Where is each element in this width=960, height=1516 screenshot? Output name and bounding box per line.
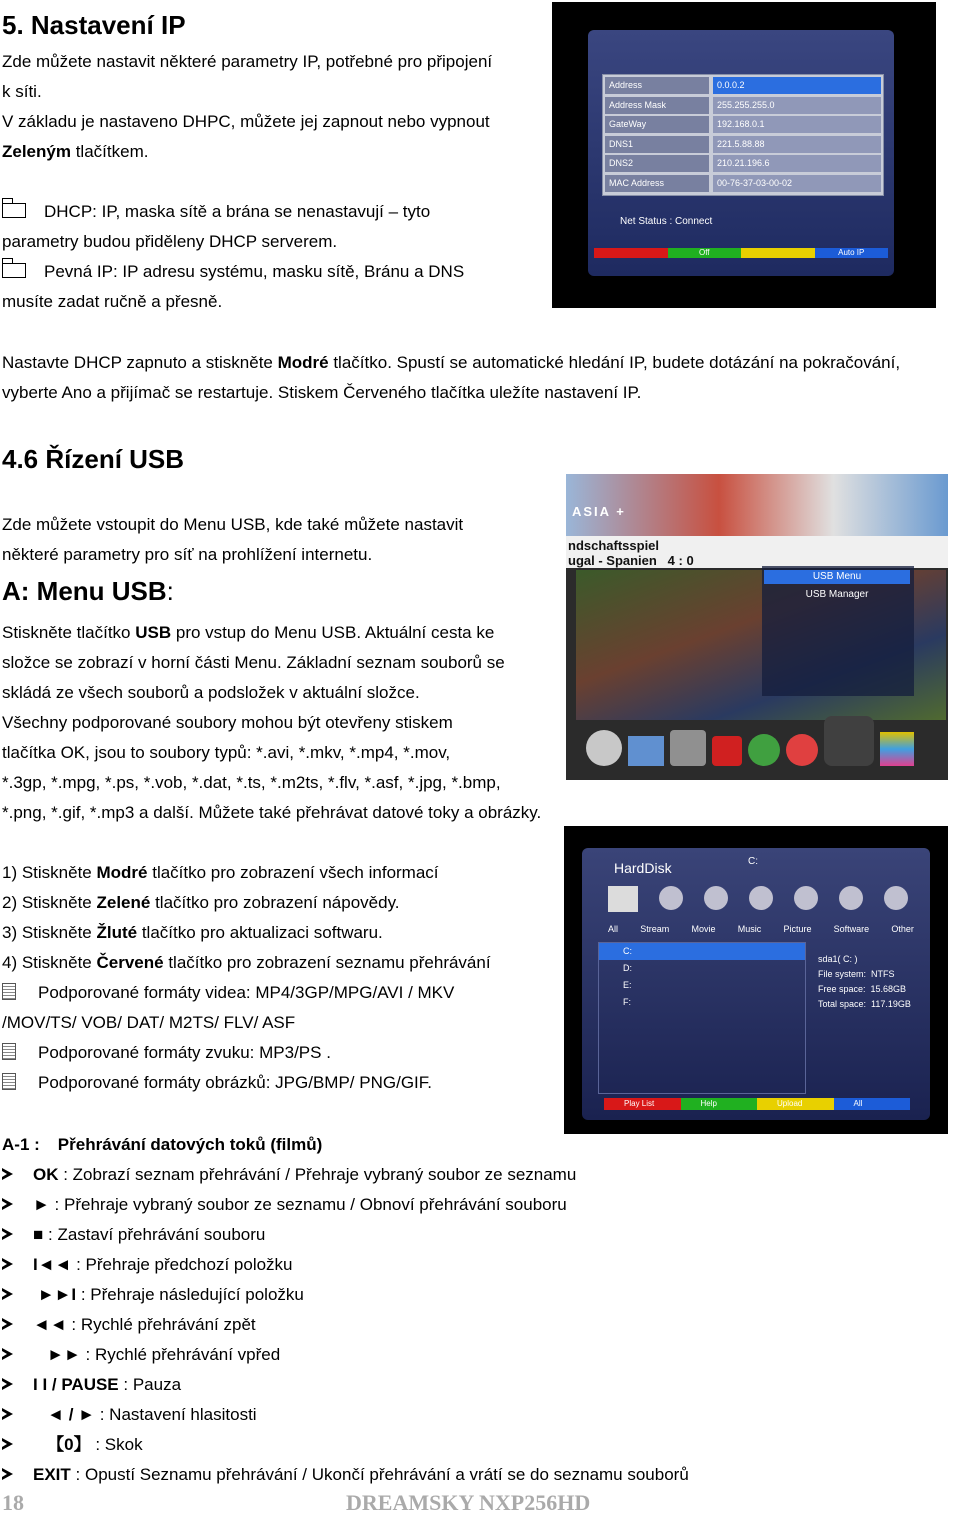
playback-key: ◄ / ►	[33, 1405, 95, 1424]
ip-row[interactable]	[605, 116, 881, 133]
arrow-bullet-icon	[2, 1258, 13, 1270]
playback-desc: : Skok	[90, 1435, 143, 1454]
hdd-button-3[interactable]: All	[834, 1098, 911, 1110]
other-icon[interactable]	[884, 886, 908, 910]
playback-item	[2, 1220, 942, 1250]
tab-movie[interactable]: Movie	[691, 924, 716, 934]
drive-row[interactable]: E:	[623, 980, 632, 990]
usb-text-3: skládá ze všech souborů a podsložek v aktuální složce.	[2, 683, 420, 702]
ip-text-3: V základu je nastaveno DHPC, můžete jej zapnout nebo vypnout	[2, 112, 490, 131]
playback-item	[2, 1160, 942, 1190]
arrow-bullet-icon	[2, 1318, 13, 1330]
channel-logo: ASIA +	[572, 504, 626, 519]
usb-icon[interactable]	[824, 716, 874, 766]
playback-key: EXIT	[33, 1465, 71, 1484]
ip-row-label: Address Mask	[605, 97, 709, 114]
playback-key: ◄◄	[33, 1315, 67, 1334]
usb-text-6: *.3gp, *.mpg, *.ps, *.vob, *.dat, *.ts, *.m2ts, *.flv, *.asf, *.jpg, *.bmp,	[2, 773, 501, 792]
key-red: 4) Stiskněte Červené tlačítko pro zobrazení seznamu přehrávání	[2, 953, 491, 972]
arrow-bullet-icon	[2, 1228, 13, 1240]
tab-picture[interactable]: Picture	[783, 924, 812, 934]
playback-item	[2, 1370, 942, 1400]
playback-item	[2, 1280, 942, 1310]
ip-instr-1: Nastavte DHCP zapnuto a stiskněte Modré tlačítko. Spustí se automatické hledání IP, budete dotázání na pokračování,	[2, 353, 901, 372]
dhcp-line-2: parametry budou přiděleny DHCP serverem.	[2, 232, 338, 251]
drive-info	[818, 952, 911, 1012]
playback-desc: : Pauza	[118, 1375, 182, 1394]
ip-row-value: 221.5.88.88	[713, 136, 881, 153]
playback-key: ►	[33, 1195, 50, 1214]
drive-info-line: Free space: 15.68GB	[818, 984, 907, 994]
ip-row-value: 192.168.0.1	[713, 116, 881, 133]
ip-description	[2, 47, 542, 317]
drive-info-line: Total space: 117.19GB	[818, 999, 911, 1009]
playback-desc: : Přehraje následující položku	[76, 1285, 304, 1304]
ip-text-2: k síti.	[2, 82, 42, 101]
drive-row[interactable]: F:	[623, 997, 631, 1007]
ip-row-label: DNS1	[605, 136, 709, 153]
picture-icon[interactable]	[794, 886, 818, 910]
tab-all[interactable]: All	[608, 924, 619, 934]
playback-item	[2, 1400, 942, 1430]
all-icon[interactable]	[608, 886, 638, 912]
ip-text-1: Zde můžete nastavit některé parametry IP, potřebné pro připojení	[2, 52, 493, 71]
section-title-ip: 5. Nastavení IP	[2, 10, 186, 40]
ip-row-label: MAC Address	[605, 175, 709, 192]
usb-text-2: složce se zobrazí v horní části Menu. Základní seznam souborů se	[2, 653, 505, 672]
drive-row[interactable]: C:	[599, 943, 805, 960]
playback-item	[2, 1190, 942, 1220]
usb-text-4: Všechny podporované soubory mohou být otevřeny stiskem	[2, 713, 453, 732]
hdd-button-0[interactable]: Play List	[604, 1098, 681, 1110]
arrow-bullet-icon	[2, 1198, 13, 1210]
ip-settings-screenshot	[552, 2, 936, 308]
playback-key: I◄◄	[33, 1255, 72, 1274]
playback-desc: : Rychlé přehrávání vpřed	[80, 1345, 281, 1364]
playback-desc: : Rychlé přehrávání zpět	[66, 1315, 256, 1334]
arrow-bullet-icon	[2, 1408, 13, 1420]
page-number: 18	[2, 1490, 24, 1515]
playback-key: I I / PAUSE	[33, 1375, 119, 1394]
playback-key: 【0】	[33, 1435, 91, 1454]
section-title-usb: 4.6 Řízení USB	[2, 444, 185, 474]
folder-icon	[2, 263, 26, 278]
ip-row-value: 210.21.196.6	[713, 155, 881, 172]
playback-desc: : Zastaví přehrávání souboru	[43, 1225, 266, 1244]
document-icon	[2, 1043, 16, 1060]
key-blue: 1) Stiskněte Modré tlačítko pro zobrazení všech informací	[2, 863, 439, 882]
ip-row-label: Address	[605, 77, 709, 94]
usb-menu-screenshot	[566, 474, 948, 780]
hdd-button-2[interactable]: Upload	[757, 1098, 834, 1110]
image-icon[interactable]	[628, 736, 664, 766]
drive-rows	[599, 943, 805, 1011]
playback-desc: : Opustí Seznamu přehrávání / Ukončí přehrávání a vrátí se do seznamu souborů	[70, 1465, 689, 1484]
formats-video: Podporované formáty videa: MP4/3GP/MPG/AVI / MKV	[2, 978, 562, 1008]
static-line-2: musíte zadat ručně a přesně.	[2, 292, 223, 311]
arrow-bullet-icon	[2, 1168, 13, 1180]
drive-info-line: sda1( C: )	[818, 954, 858, 964]
ip-row-value: 00-76-37-03-00-02	[713, 175, 881, 192]
key-instructions	[2, 858, 562, 1098]
ip-row[interactable]	[605, 77, 881, 94]
usb-manager-item[interactable]: USB Manager	[805, 589, 869, 600]
category-icons	[608, 886, 908, 916]
hdd-path: C:	[748, 856, 758, 867]
playback-item	[2, 1250, 942, 1280]
arrow-bullet-icon	[2, 1468, 13, 1480]
playback-list	[2, 1160, 942, 1490]
category-tabs	[608, 924, 914, 934]
playback-heading: A-1 : Přehrávání datových toků (filmů)	[2, 1135, 323, 1154]
tab-software[interactable]: Software	[833, 924, 870, 934]
document-icon	[2, 1073, 16, 1090]
usb-text-5: tlačítka OK, jsou to soubory typů: *.avi, *.mkv, *.mp4, *.mov,	[2, 743, 451, 762]
network-icon[interactable]	[748, 734, 780, 766]
playback-desc: : Přehraje vybraný soubor ze seznamu / Obnoví přehrávání souboru	[49, 1195, 567, 1214]
satellite-icon[interactable]	[586, 730, 622, 766]
music-icon[interactable]	[749, 886, 773, 910]
playback-desc: : Zobrazí seznam přehrávání / Přehraje vybraný soubor ze seznamu	[58, 1165, 577, 1184]
software-icon[interactable]	[839, 886, 863, 910]
net-status: Net Status : Connect	[620, 216, 713, 227]
green-button[interactable]: Off	[668, 248, 742, 258]
arrow-bullet-icon	[2, 1348, 13, 1360]
usb-menu-text	[2, 618, 582, 828]
hdd-color-buttons	[604, 1098, 910, 1110]
ip-instr-2: vyberte Ano a přijímač se restartuje. Stiskem Červeného tlačítka uležíte nastavení IP.	[2, 383, 642, 402]
folder-icon	[2, 203, 26, 218]
drive-list	[598, 942, 806, 1094]
ip-row[interactable]	[605, 155, 881, 172]
usb-menu-item[interactable]: USB Menu	[764, 570, 910, 584]
yellow-button[interactable]	[741, 248, 815, 258]
score-ticker: ndschaftsspiel ugal - Spanien 4 : 0	[566, 536, 948, 568]
ip-row-label: DNS2	[605, 155, 709, 172]
arrow-bullet-icon	[2, 1288, 13, 1300]
movie-icon[interactable]	[704, 886, 728, 910]
hdd-title: HardDisk	[614, 860, 672, 876]
ip-panel	[588, 30, 894, 276]
playback-key: ►►	[33, 1345, 81, 1364]
tab-music[interactable]: Music	[737, 924, 762, 934]
document-icon	[2, 983, 16, 1000]
ip-row[interactable]	[605, 175, 881, 192]
youtube-icon[interactable]	[712, 736, 742, 766]
ip-table	[602, 74, 884, 196]
stream-icon[interactable]	[659, 886, 683, 910]
arrow-bullet-icon	[2, 1438, 13, 1450]
ip-row[interactable]	[605, 136, 881, 153]
usb-intro	[2, 510, 562, 570]
ip-text-4: Zeleným tlačítkem.	[2, 142, 149, 161]
playback-item	[2, 1430, 942, 1460]
playback-item	[2, 1340, 942, 1370]
tv-banner	[566, 474, 948, 544]
color-buttons	[594, 248, 888, 258]
drive-row[interactable]: D:	[623, 963, 632, 973]
usb-text-1: Stiskněte tlačítko USB pro vstup do Menu USB. Aktuální cesta ke	[2, 623, 495, 642]
usb-intro-1: Zde můžete vstoupit do Menu USB, kde také můžete nastavit	[2, 515, 464, 534]
footer-brand: DREAMSKY NXP256HD	[346, 1490, 591, 1515]
tab-other[interactable]: Other	[891, 924, 914, 934]
formats-audio: Podporované formáty zvuku: MP3/PS .	[2, 1038, 562, 1068]
tools-icon[interactable]	[670, 730, 706, 766]
playback-key: ►►I	[33, 1285, 77, 1304]
ip-row[interactable]	[605, 97, 881, 114]
formats-video-2: /MOV/TS/ VOB/ DAT/ M2TS/ FLV/ ASF	[2, 1013, 296, 1032]
arrow-bullet-icon	[2, 1378, 13, 1390]
dhcp-line: DHCP: IP, maska sítě a brána se nenastavují – tyto	[2, 197, 542, 227]
usb-text-7: *.png, *.gif, *.mp3 a další. Můžete také přehrávat datové toky a obrázky.	[2, 803, 542, 822]
blue-button[interactable]: Auto IP	[815, 248, 889, 258]
playback-item	[2, 1310, 942, 1340]
key-green: 2) Stiskněte Zelené tlačítko pro zobrazení nápovědy.	[2, 893, 400, 912]
tab-stream[interactable]: Stream	[640, 924, 670, 934]
playback-item	[2, 1460, 942, 1490]
usb-side-menu	[762, 566, 914, 696]
ip-row-value: 255.255.255.0	[713, 97, 881, 114]
icon-dock	[586, 706, 926, 766]
playback-key: OK	[33, 1165, 59, 1184]
static-line: Pevná IP: IP adresu systému, masku sítě, Bránu a DNS	[2, 257, 542, 287]
drive-info-line: File system: NTFS	[818, 969, 895, 979]
ip-row-label: GateWay	[605, 116, 709, 133]
formats-image: Podporované formáty obrázků: JPG/BMP/ PNG/GIF.	[2, 1068, 562, 1098]
hdd-button-1[interactable]: Help	[681, 1098, 758, 1110]
hdd-panel	[582, 848, 930, 1120]
playback-key: ■	[33, 1225, 44, 1244]
key-yellow: 3) Stiskněte Žluté tlačítko pro aktualizaci softwaru.	[2, 923, 383, 942]
ip-instructions	[2, 348, 960, 408]
usb-intro-2: některé parametry pro síť na prohlížení internetu.	[2, 545, 373, 564]
ip-row-value: 0.0.0.2	[713, 77, 881, 94]
playback-desc: : Přehraje předchozí položku	[71, 1255, 293, 1274]
playback-desc: : Nastavení hlasitosti	[95, 1405, 257, 1424]
red-button[interactable]	[594, 248, 668, 258]
tetris-icon[interactable]	[880, 732, 914, 766]
download-icon[interactable]	[786, 734, 818, 766]
harddisk-screenshot	[564, 826, 948, 1134]
usb-menu-subtitle: A: Menu USB:	[2, 576, 174, 606]
